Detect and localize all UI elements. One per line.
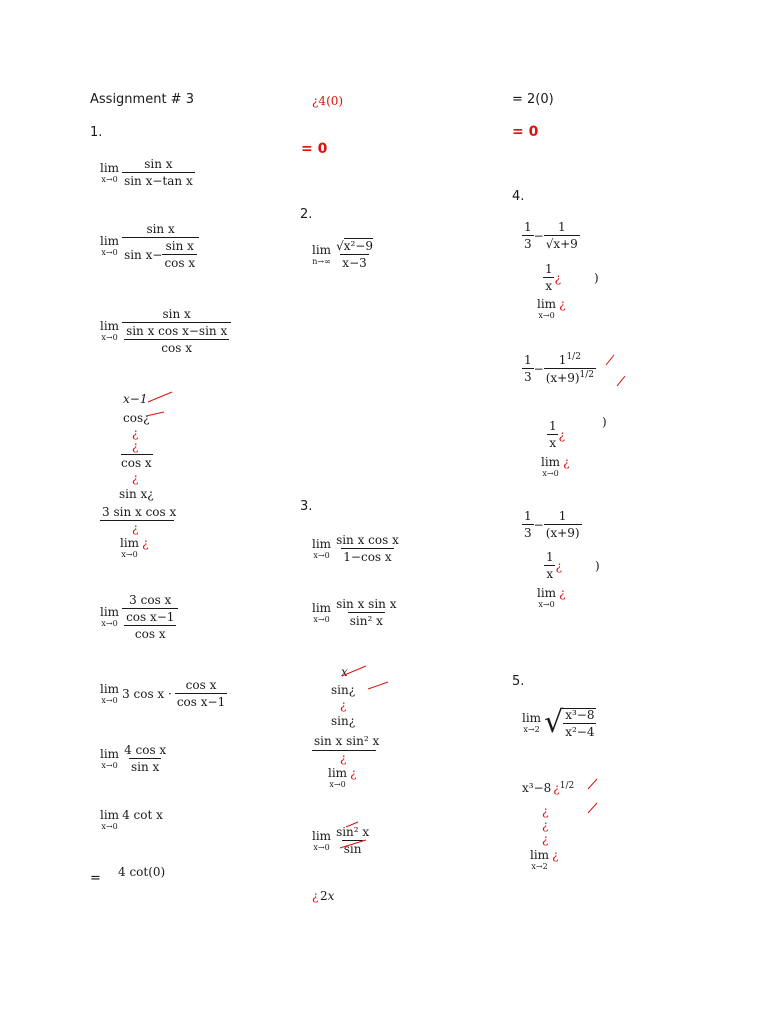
garbled-mark: ¿ xyxy=(558,427,566,442)
garbled-mark: ¿ xyxy=(142,536,149,550)
col2-result: = 0 xyxy=(301,141,328,157)
lim-label: lim xyxy=(537,297,557,311)
p1-step-5-mid: ¿ xyxy=(132,521,139,535)
problem-5-number: 5. xyxy=(512,674,525,689)
numerator: sin x xyxy=(162,307,191,321)
numerator: 1 xyxy=(546,550,554,564)
garbled-mark: ¿ xyxy=(563,455,570,469)
p5-garbled-d: ¿ xyxy=(542,832,549,846)
base: (x+9) xyxy=(545,371,580,385)
inner-numerator: cos x−1 xyxy=(126,610,175,624)
problem-4-number: 4. xyxy=(512,189,525,204)
inner-numerator: sin x cos x−sin x xyxy=(126,324,228,338)
garbled-mark: ¿ xyxy=(559,586,566,600)
cancel-mark xyxy=(588,779,597,789)
p1-result: 4 cot(0) xyxy=(118,865,166,879)
denominator: 3 xyxy=(524,370,532,384)
p1-garbled-a: x−1 xyxy=(123,392,148,406)
denominator: sin x xyxy=(130,760,160,774)
col3-result: = 0 xyxy=(512,124,539,140)
denominator: x xyxy=(545,279,553,293)
denominator: cos x−1 xyxy=(176,695,226,709)
p3-garbled-e: sin x sin² x xyxy=(314,734,380,748)
lim-label: lim xyxy=(100,234,120,248)
p1-step-5-top: 3 sin x cos x xyxy=(102,505,177,519)
lim-subscript: n→∞ xyxy=(312,256,331,266)
numerator: x³−8 xyxy=(565,708,595,722)
expression: x³−8 xyxy=(522,781,552,795)
lim-subscript: x→0 xyxy=(101,760,118,770)
cancel-mark xyxy=(368,682,388,689)
col3-top-line: = 2(0) xyxy=(512,92,554,107)
lim-label: lim xyxy=(100,160,120,175)
exponent: 1/2 xyxy=(559,781,575,791)
exponent: 1/2 xyxy=(566,352,581,362)
lim-label: lim xyxy=(541,455,561,469)
lim-label: lim xyxy=(312,828,332,843)
garbled-mark: ¿ xyxy=(552,848,559,862)
problem-3-number: 3. xyxy=(300,499,313,514)
garbled-mark: ¿ xyxy=(555,558,563,573)
minus-sign: − xyxy=(533,228,544,243)
cancel-mark xyxy=(346,822,358,827)
numerator: 1 xyxy=(524,509,532,523)
p1-garbled-g: sin x¿ xyxy=(119,487,154,501)
lim-subscript: x→0 xyxy=(101,248,118,257)
minus-sign: − xyxy=(533,517,544,532)
denominator: 3 xyxy=(524,237,532,251)
denominator: sin xyxy=(343,842,362,856)
p3-result-value: 2x xyxy=(320,889,335,903)
numerator: sin² x xyxy=(336,825,370,839)
denominator: x²−4 xyxy=(565,725,595,739)
lim-subscript: x→0 xyxy=(121,550,138,559)
numerator: 1 xyxy=(558,509,567,523)
lim-subscript: x→0 xyxy=(329,780,346,789)
cancel-mark xyxy=(340,840,366,848)
cancel-mark xyxy=(588,803,597,813)
inner-denominator: cos x xyxy=(134,627,166,641)
lim-label: lim xyxy=(312,536,332,551)
denominator: sin² x xyxy=(349,614,383,628)
lim-label: lim xyxy=(120,536,140,550)
lim-subscript: x→0 xyxy=(542,469,559,478)
denominator: 1−cos x xyxy=(343,550,392,564)
numerator: sin x cos x xyxy=(336,533,399,547)
lim-label: lim xyxy=(328,766,348,780)
lim-label: lim xyxy=(100,746,120,761)
garbled-text: cos¿ xyxy=(123,411,150,425)
numerator: 1 xyxy=(524,220,532,234)
lim-subscript: x→0 xyxy=(101,695,118,705)
denominator: x xyxy=(549,436,557,450)
lim-subscript: x→2 xyxy=(523,725,540,734)
lim-subscript: x→0 xyxy=(101,822,118,831)
lim-label: lim xyxy=(537,586,557,600)
expression: 4 cot x xyxy=(122,808,163,822)
p4-step-1-paren: ) xyxy=(594,271,599,285)
cancel-mark xyxy=(606,355,614,365)
lim-subscript: x→0 xyxy=(313,614,330,624)
lim-subscript: x→0 xyxy=(313,550,330,560)
numerator: cos x xyxy=(185,678,217,692)
equals-sign: = xyxy=(90,871,101,886)
p3-garbled-d: sin¿ xyxy=(331,714,356,728)
lim-label: lim xyxy=(312,242,332,257)
garbled-mark: ¿ xyxy=(312,889,319,903)
denominator: x xyxy=(546,567,554,581)
numerator: 1 xyxy=(549,419,557,433)
lim-label: lim xyxy=(100,808,120,822)
p3-garbled-b: sin¿ xyxy=(331,683,356,697)
numerator: sin x xyxy=(146,222,175,236)
lim-subscript: x→0 xyxy=(538,600,555,609)
denominator-part: sin x− xyxy=(124,247,163,262)
lim-subscript: x→0 xyxy=(313,842,330,852)
problem-1-number: 1. xyxy=(90,125,103,140)
assignment-title: Assignment # 3 xyxy=(90,92,194,107)
inner-numerator: sin x xyxy=(165,239,194,253)
denominator: sin x−tan x xyxy=(124,174,193,188)
numerator: sin x sin x xyxy=(336,597,397,611)
factor: 3 cos x · xyxy=(122,686,172,701)
sqrt-icon: √ xyxy=(544,705,564,740)
cancel-mark xyxy=(341,665,366,679)
p5-garbled-c: ¿ xyxy=(542,818,549,832)
p3-garbled-a: x xyxy=(341,665,348,679)
p3-garbled-c: ¿ xyxy=(340,698,347,712)
numerator: 3 cos x xyxy=(129,593,172,607)
garbled-mark: ¿ xyxy=(553,781,560,795)
radicand: x²−9 xyxy=(343,239,373,253)
lim-subscript: x→0 xyxy=(101,333,118,342)
lim-label: lim xyxy=(312,600,332,615)
lim-label: lim xyxy=(100,681,120,696)
exponent: 1/2 xyxy=(579,370,595,380)
p3-garbled-f: ¿ xyxy=(340,751,347,765)
lim-subscript: x→2 xyxy=(531,862,548,871)
numerator: sin x xyxy=(144,157,173,171)
col2-top-line: ¿4(0) xyxy=(312,94,344,108)
lim-label: lim xyxy=(100,319,120,333)
cancel-mark xyxy=(146,412,164,416)
lim-label: lim xyxy=(530,848,550,862)
p4-step-3-paren: ) xyxy=(595,559,600,573)
p1-garbled-c: ¿ xyxy=(132,426,139,440)
lim-subscript: x→0 xyxy=(101,174,118,184)
garbled-mark: ¿ xyxy=(559,297,566,311)
numerator: 4 cos x xyxy=(124,743,167,757)
inner-denominator: cos x xyxy=(164,256,196,270)
inner-denominator: cos x xyxy=(161,341,192,355)
numerator: 1 xyxy=(545,262,553,276)
garbled-mark: ¿ xyxy=(350,766,357,780)
lim-subscript: x→0 xyxy=(538,311,555,320)
cancel-mark xyxy=(617,376,625,386)
garbled-mark: ¿ xyxy=(554,270,562,285)
p4-step-2-paren: ) xyxy=(602,415,607,429)
denominator: (x+9) xyxy=(545,526,580,540)
lim-label: lim xyxy=(100,605,120,619)
lim-subscript: x→0 xyxy=(101,619,118,628)
cancel-mark xyxy=(148,392,172,402)
numerator: 1 xyxy=(524,353,532,367)
problem-2-number: 2. xyxy=(300,207,313,222)
denominator: x−3 xyxy=(342,256,367,270)
p1-garbled-d: ¿ xyxy=(132,439,139,453)
numerator: 1 xyxy=(557,220,566,234)
lim-label: lim xyxy=(522,711,542,725)
p5-garbled-b: ¿ xyxy=(542,804,549,818)
denominator: √x+9 xyxy=(545,237,578,251)
denominator: 3 xyxy=(524,526,532,540)
sqrt-icon: √ xyxy=(336,239,344,253)
base: 1 xyxy=(558,353,567,367)
p1-garbled-e: cos x xyxy=(121,456,152,470)
p1-garbled-f: ¿ xyxy=(132,471,139,485)
minus-sign: − xyxy=(533,361,544,376)
